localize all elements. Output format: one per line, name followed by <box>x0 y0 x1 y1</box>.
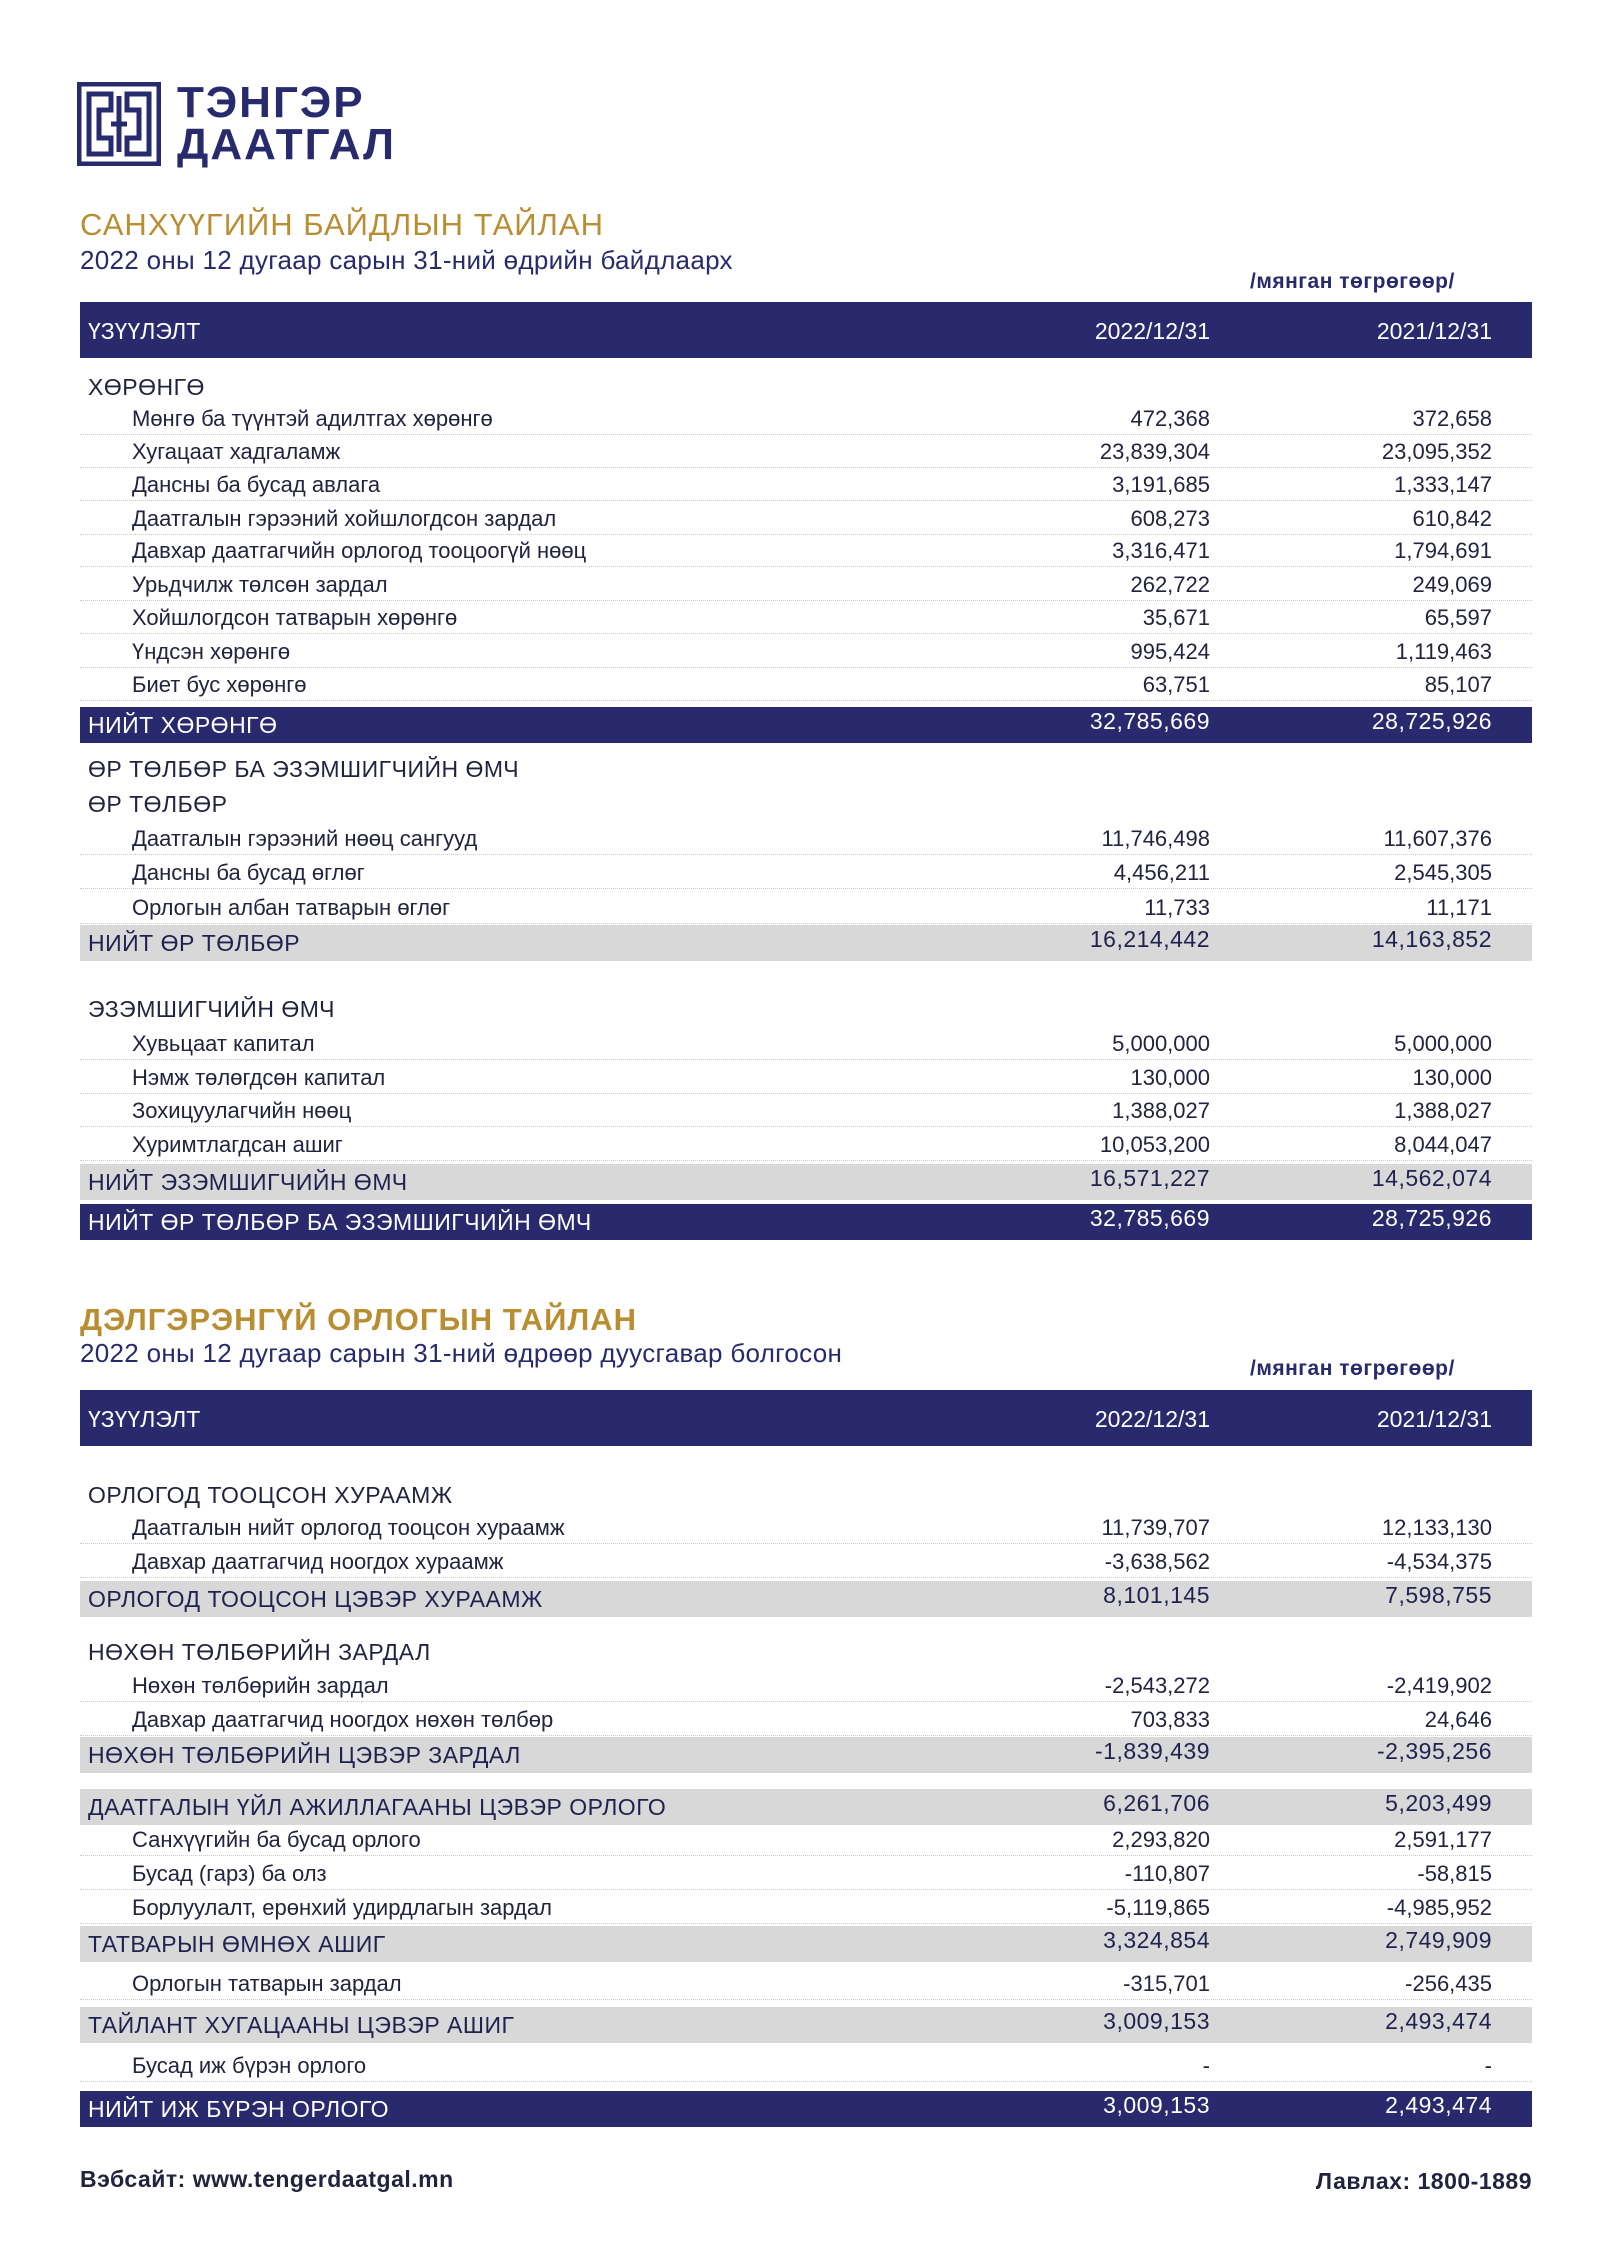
table-row <box>80 635 1532 668</box>
value-2021: -4,985,952 <box>1386 1895 1492 1920</box>
value-2021: 5,000,000 <box>1394 1031 1492 1056</box>
row-label: Нөхөн төлбөрийн зардал <box>132 1673 389 1698</box>
row-label: ОРЛОГОД ТООЦСОН ЦЭВЭР ХУРААМЖ <box>88 1586 543 1612</box>
table-row <box>80 891 1532 924</box>
value-2021: 85,107 <box>1424 672 1492 697</box>
value-2022: 11,733 <box>1144 895 1210 920</box>
row-label: НИЙТ ХӨРӨНГӨ <box>88 712 278 738</box>
value-2022: 3,009,153 <box>1103 2092 1210 2118</box>
row-label: Давхар даатгагчийн орлогод тооцоогүй нөөц <box>132 538 587 563</box>
value-2021: 23,095,352 <box>1381 439 1492 464</box>
table-header <box>80 1390 1532 1446</box>
value-2021: 1,119,463 <box>1395 639 1492 664</box>
value-2021: -2,419,902 <box>1386 1673 1492 1698</box>
total-row <box>80 1164 1532 1200</box>
value-2021: 2,749,909 <box>1385 1927 1492 1953</box>
row-label: НИЙТ ӨР ТӨЛБӨР БА ЭЗЭМШИГЧИЙН ӨМЧ <box>88 1209 592 1235</box>
value-2021: 2,545,305 <box>1394 860 1492 885</box>
table-row <box>80 668 1532 701</box>
value-2021: -2,395,256 <box>1377 1738 1492 1764</box>
value-2022: 3,316,471 <box>1112 538 1210 563</box>
row-label: Мөнгө ба түүнтэй адилтгах хөрөнгө <box>132 406 493 431</box>
row-label: Хувьцаат капитал <box>132 1031 315 1056</box>
value-2022: 3,191,685 <box>1112 472 1210 497</box>
section-heading <box>80 992 1532 1025</box>
value-2021: 2,591,177 <box>1394 1827 1492 1852</box>
value-2021: 8,044,047 <box>1394 1132 1492 1157</box>
value-2022: 63,751 <box>1142 672 1210 697</box>
value-2022: 16,571,227 <box>1089 1165 1210 1191</box>
table-row <box>80 1669 1532 1702</box>
section-heading <box>80 370 1532 403</box>
value-2021: -58,815 <box>1417 1861 1492 1886</box>
value-2022: 35,671 <box>1142 605 1210 630</box>
table-row <box>80 822 1532 855</box>
table-row <box>80 435 1532 468</box>
row-label: ӨР ТӨЛБӨР БА ЭЗЭМШИГЧИЙН ӨМЧ <box>88 756 520 782</box>
value-2022: -3,638,562 <box>1104 1549 1210 1574</box>
row-label: НӨХӨН ТӨЛБӨРИЙН ЗАРДАЛ <box>88 1639 431 1665</box>
logo-line-1: ТЭНГЭР <box>177 78 365 127</box>
table-row <box>80 1027 1532 1060</box>
row-label: Даатгалын нийт орлогод тооцсон хураамж <box>132 1515 565 1540</box>
value-2021: 11,607,376 <box>1383 826 1492 851</box>
income-title: ДЭЛГЭРЭНГҮЙ ОРЛОГЫН ТАЙЛАН <box>80 1302 637 1337</box>
row-label: Орлогын татварын зардал <box>132 1971 402 1996</box>
value-2022: 6,261,706 <box>1103 1790 1210 1816</box>
section-heading <box>80 752 1532 785</box>
balance-unit: /мянган төгрөгөөр/ <box>1250 270 1455 293</box>
row-label: Давхар даатгагчид ноогдох нөхөн төлбөр <box>132 1707 554 1732</box>
table-row <box>80 1061 1532 1094</box>
table-row <box>80 601 1532 634</box>
row-label: ӨР ТӨЛБӨР <box>88 791 228 817</box>
value-2022: 11,746,498 <box>1101 826 1210 851</box>
value-2021: 2,493,474 <box>1385 2008 1492 2034</box>
logo-emblem-icon <box>77 82 161 166</box>
value-2021: -256,435 <box>1405 1971 1492 1996</box>
row-label: Биет бус хөрөнгө <box>132 672 307 697</box>
header-col-2021: 2021/12/31 <box>1376 1406 1492 1432</box>
table-row <box>80 502 1532 535</box>
total-row <box>80 1737 1532 1773</box>
row-label: НИЙТ ЭЗЭМШИГЧИЙН ӨМЧ <box>88 1169 408 1195</box>
header-label: ҮЗҮҮЛЭЛТ <box>88 1406 201 1432</box>
row-label: Даатгалын гэрээний нөөц сангууд <box>132 826 478 851</box>
row-label: Зохицуулагчийн нөөц <box>132 1098 352 1123</box>
table-row <box>80 1128 1532 1161</box>
total-row <box>80 1926 1532 1962</box>
value-2021: 28,725,926 <box>1371 1205 1492 1231</box>
value-2022: -110,807 <box>1124 1861 1210 1886</box>
header-col-2022: 2022/12/31 <box>1094 318 1210 344</box>
value-2022: -315,701 <box>1123 1971 1210 1996</box>
section-heading <box>80 787 1532 820</box>
row-label: ДААТГАЛЫН ҮЙЛ АЖИЛЛАГААНЫ ЦЭВЭР ОРЛОГО <box>88 1794 667 1820</box>
total-row <box>80 925 1532 961</box>
row-label: Хугацаат хадгаламж <box>132 439 341 464</box>
row-label: ТАТВАРЫН ӨМНӨХ АШИГ <box>88 1931 386 1957</box>
row-label: Дансны ба бусад авлага <box>132 472 381 497</box>
table-row <box>80 468 1532 501</box>
value-2022: 10,053,200 <box>1099 1132 1210 1157</box>
value-2021: 372,658 <box>1412 406 1492 431</box>
value-2022: 5,000,000 <box>1112 1031 1210 1056</box>
row-label: Давхар даатгагчид ноогдох хураамж <box>132 1549 504 1574</box>
value-2022: 3,324,854 <box>1103 1927 1210 1953</box>
table-row <box>80 1511 1532 1544</box>
row-label: НӨХӨН ТӨЛБӨРИЙН ЦЭВЭР ЗАРДАЛ <box>88 1742 521 1768</box>
value-2022: 8,101,145 <box>1103 1582 1210 1608</box>
total-row <box>80 1581 1532 1617</box>
row-label: Дансны ба бусад өглөг <box>132 860 365 885</box>
table-row <box>80 1891 1532 1924</box>
table-row <box>80 402 1532 435</box>
balance-title: САНХҮҮГИЙН БАЙДЛЫН ТАЙЛАН <box>80 207 604 242</box>
value-2021: 12,133,130 <box>1381 1515 1492 1540</box>
row-label: Урьдчилж төлсөн зардал <box>132 572 388 597</box>
row-label: Борлуулалт, ерөнхий удирдлагын зардал <box>132 1895 552 1920</box>
table-row <box>80 534 1532 567</box>
row-label: ОРЛОГОД ТООЦСОН ХУРААМЖ <box>88 1482 453 1508</box>
row-label: НИЙТ ӨР ТӨЛБӨР <box>88 930 301 956</box>
row-label: ТАЙЛАНТ ХУГАЦААНЫ ЦЭВЭР АШИГ <box>88 2012 515 2038</box>
table-row <box>80 1703 1532 1736</box>
table-row <box>80 568 1532 601</box>
value-2022: 1,388,027 <box>1112 1098 1210 1123</box>
row-label: Бусад иж бүрэн орлого <box>132 2053 367 2078</box>
value-2022: 2,293,820 <box>1112 1827 1210 1852</box>
row-label: НИЙТ ИЖ БҮРЭН ОРЛОГО <box>88 2096 390 2122</box>
row-label: Нэмж төлөгдсөн капитал <box>132 1065 386 1090</box>
section-heading <box>80 1635 1532 1668</box>
company-logo <box>77 78 396 169</box>
value-2021: 14,163,852 <box>1371 926 1492 952</box>
footer-phone: Лавлах: 1800-1889 <box>1315 2168 1532 2194</box>
value-2022: 3,009,153 <box>1103 2008 1210 2034</box>
balance-subtitle: 2022 оны 12 дугаар сарын 31-ний өдрийн байдлаарх <box>80 245 733 275</box>
row-label: ХӨРӨНГӨ <box>88 374 205 400</box>
table-row <box>80 856 1532 889</box>
row-label: Даатгалын гэрээний хойшлогдсон зардал <box>132 506 557 531</box>
value-2021: 7,598,755 <box>1385 1582 1492 1608</box>
value-2022: 472,368 <box>1130 406 1210 431</box>
value-2022: 23,839,304 <box>1099 439 1210 464</box>
value-2022: 32,785,669 <box>1089 1205 1210 1231</box>
value-2021: -4,534,375 <box>1386 1549 1492 1574</box>
header-col-2022: 2022/12/31 <box>1094 1406 1210 1432</box>
value-2021: 14,562,074 <box>1371 1165 1492 1191</box>
row-label: Хойшлогдсон татварын хөрөнгө <box>132 605 458 630</box>
value-2021: 2,493,474 <box>1385 2092 1492 2118</box>
value-2022: 703,833 <box>1130 1707 1210 1732</box>
income-unit: /мянган төгрөгөөр/ <box>1250 1357 1455 1380</box>
value-2022: 16,214,442 <box>1089 926 1210 952</box>
value-2021: 11,171 <box>1426 895 1492 920</box>
value-2022: 130,000 <box>1130 1065 1210 1090</box>
table-row <box>80 1094 1532 1127</box>
value-2022: 32,785,669 <box>1089 708 1210 734</box>
value-2022: -5,119,865 <box>1106 1895 1210 1920</box>
value-2021: 1,388,027 <box>1394 1098 1492 1123</box>
value-2021: 610,842 <box>1412 506 1492 531</box>
value-2022: -1,839,439 <box>1095 1738 1210 1764</box>
value-2022: 4,456,211 <box>1113 860 1210 885</box>
value-2021: 1,794,691 <box>1394 538 1492 563</box>
table-row <box>80 1545 1532 1578</box>
row-label: Үндсэн хөрөнгө <box>132 639 291 664</box>
value-2022: 995,424 <box>1130 639 1210 664</box>
table-row <box>80 1823 1532 1856</box>
footer-website: Вэбсайт: www.tengerdaatgal.mn <box>80 2166 454 2192</box>
row-label: Хуримтлагдсан ашиг <box>132 1132 343 1157</box>
value-2022: -2,543,272 <box>1104 1673 1210 1698</box>
total-row <box>80 707 1532 743</box>
total-row <box>80 2007 1532 2043</box>
header-label: ҮЗҮҮЛЭЛТ <box>88 318 201 344</box>
value-2022: - <box>1202 2053 1210 2078</box>
value-2021: 130,000 <box>1412 1065 1492 1090</box>
value-2022: 262,722 <box>1130 572 1210 597</box>
total-row <box>80 1789 1532 1825</box>
total-row <box>80 2091 1532 2127</box>
value-2021: 24,646 <box>1424 1707 1492 1732</box>
table-header <box>80 302 1532 358</box>
row-label: Бусад (гарз) ба олз <box>132 1861 327 1886</box>
value-2021: 65,597 <box>1424 605 1492 630</box>
row-label: Санхүүгийн ба бусад орлого <box>132 1827 421 1852</box>
header-col-2021: 2021/12/31 <box>1376 318 1492 344</box>
logo-line-2: ДААТГАЛ <box>177 120 396 169</box>
value-2021: 1,333,147 <box>1394 472 1492 497</box>
value-2021: 5,203,499 <box>1385 1790 1492 1816</box>
income-subtitle: 2022 оны 12 дугаар сарын 31-ний өдрөөр дуусгавар болгосон <box>80 1338 843 1368</box>
value-2022: 608,273 <box>1130 506 1210 531</box>
table-row <box>80 2049 1532 2082</box>
value-2021: - <box>1484 2053 1492 2078</box>
value-2021: 28,725,926 <box>1371 708 1492 734</box>
value-2021: 249,069 <box>1412 572 1492 597</box>
total-row <box>80 1204 1532 1240</box>
table-row <box>80 1967 1532 2000</box>
section-heading <box>80 1478 1532 1511</box>
row-label: ЭЗЭМШИГЧИЙН ӨМЧ <box>88 996 335 1022</box>
row-label: Орлогын албан татварын өглөг <box>132 895 451 920</box>
table-row <box>80 1857 1532 1890</box>
value-2022: 11,739,707 <box>1101 1515 1210 1540</box>
